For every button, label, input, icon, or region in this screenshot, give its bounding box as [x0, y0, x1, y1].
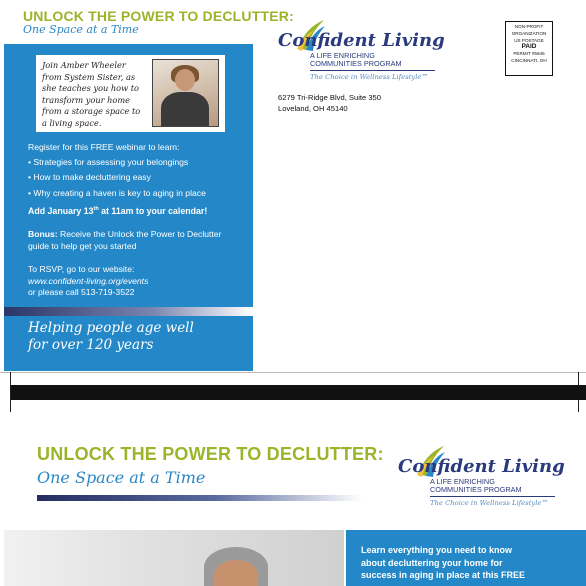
- logo-program-line: A LIFE ENRICHING: [430, 477, 495, 486]
- photo-face: [214, 560, 258, 586]
- speaker-bio-card: [36, 55, 225, 132]
- bonus-label: Bonus:: [28, 229, 58, 239]
- logo-program: [430, 478, 522, 494]
- webinar-details: [28, 140, 248, 201]
- logo-brand: Confident Living: [278, 30, 445, 51]
- postage-line: ORGANIZATION: [511, 30, 547, 36]
- logo-program-line: COMMUNITIES PROGRAM: [310, 59, 402, 69]
- tagline-line: for over 120 years: [28, 337, 154, 353]
- postage-line: NON-PROFIT: [514, 24, 544, 29]
- front-rule: [37, 495, 362, 501]
- photo-head: [175, 69, 195, 91]
- top-headline: UNLOCK THE POWER TO DECLUTTER:: [23, 8, 294, 24]
- postage-line: PERMIT #5645: [513, 51, 545, 57]
- postage-line: US POSTAGE: [514, 37, 544, 43]
- cta-prefix: Add January 13: [28, 206, 94, 216]
- cta-suffix: at 11am to your calendar!: [98, 206, 208, 216]
- logo-rule: [310, 70, 435, 71]
- bonus-text: [28, 229, 243, 252]
- bonus-body: Receive the Unlock the Power to Declutter guide to help get you started: [28, 229, 222, 251]
- bio-line: she teaches you how to: [42, 83, 139, 93]
- front-blue-line: about decluttering your home for: [361, 557, 503, 568]
- register-intro: Register for this FREE webinar to learn:: [28, 142, 180, 152]
- rsvp-line: To RSVP, go to our website:: [28, 264, 135, 274]
- logo-brand: Confident Living: [398, 456, 565, 477]
- postage-paid: PAID: [521, 43, 537, 51]
- calendar-cta: [28, 206, 207, 216]
- front-photo: [4, 530, 344, 586]
- tagline-line: Helping people age well: [28, 320, 194, 336]
- bio-line: a living space.: [42, 117, 102, 128]
- logo-program-line: A LIFE ENRICHING: [310, 51, 375, 60]
- logo-program-line: COMMUNITIES PROGRAM: [430, 485, 522, 495]
- postage-line: CINCINNATI, OH: [511, 57, 547, 63]
- rsvp-url-link[interactable]: www.confident-living.org/events: [28, 275, 149, 286]
- logo-rule: [430, 496, 555, 497]
- front-subheadline: One Space at a Time: [37, 468, 206, 487]
- front-blue-line: Learn everything you need to know: [361, 545, 513, 555]
- front-logo: [398, 444, 565, 516]
- postage-indicia: [505, 21, 553, 76]
- cta-sup: th: [93, 206, 99, 213]
- front-blue-text: [361, 544, 576, 582]
- bio-line: from System Sister, as: [42, 71, 136, 82]
- address-line: Loveland, OH 45140: [278, 104, 348, 113]
- speaker-bio-text: [42, 60, 147, 129]
- tagline: [28, 320, 243, 354]
- bullet-item: • Why creating a haven is key to aging in place: [28, 187, 206, 198]
- return-address: [278, 92, 381, 114]
- bullet-item: • How to make decluttering easy: [28, 172, 151, 183]
- front-headline: UNLOCK THE POWER TO DECLUTTER:: [37, 444, 384, 464]
- confident-living-logo: [278, 18, 445, 86]
- bullet-item: • Strategies for assessing your belongings: [28, 157, 189, 168]
- photo-body: [161, 92, 209, 127]
- crop-mark: [0, 372, 586, 373]
- bio-line: transform your home: [42, 94, 130, 105]
- fold-band: [11, 385, 586, 400]
- front-blue-panel: [346, 530, 586, 586]
- address-line: 6279 Tri-Ridge Blvd, Suite 350: [278, 93, 381, 102]
- rsvp-block: [28, 264, 243, 299]
- speaker-photo: [152, 59, 219, 127]
- panel-divider: [4, 307, 253, 316]
- bio-line: Join Amber Wheeler: [42, 60, 126, 70]
- rsvp-phone: or please call 513-719-3522: [28, 287, 135, 298]
- bio-line: from a storage space to: [42, 106, 141, 116]
- front-blue-line: success in aging in place at this FREE: [361, 570, 526, 581]
- logo-program: [310, 52, 402, 68]
- logo-choice: The Choice in Wellness Lifestyle™: [310, 73, 429, 81]
- top-subheadline: One Space at a Time: [23, 23, 139, 36]
- logo-choice: The Choice in Wellness Lifestyle™: [430, 499, 549, 507]
